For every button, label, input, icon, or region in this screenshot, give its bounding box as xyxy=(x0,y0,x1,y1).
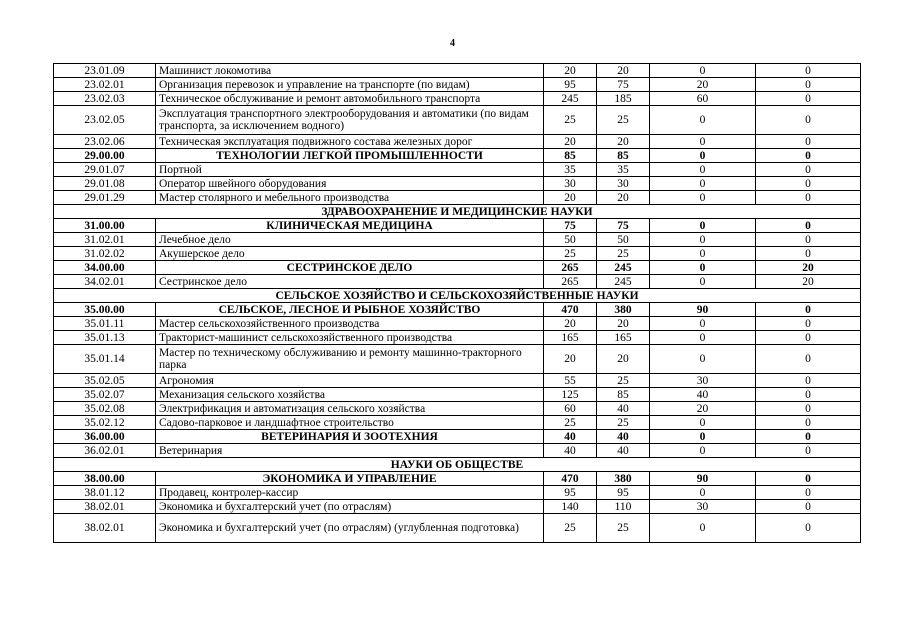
table-row xyxy=(54,92,861,106)
column-3-cell: 0 xyxy=(650,275,756,289)
column-4-cell: 0 xyxy=(756,135,861,149)
total-cell: 20 xyxy=(544,317,597,331)
specialty-name-cell: Портной xyxy=(156,163,544,177)
column-4-cell: 0 xyxy=(756,416,861,430)
column-2-cell: 25 xyxy=(597,416,650,430)
total-cell: 265 xyxy=(544,275,597,289)
specialty-code-cell: 34.00.00 xyxy=(54,261,156,275)
specialty-name-cell: Мастер столярного и мебельного производства xyxy=(156,191,544,205)
column-2-cell: 245 xyxy=(597,275,650,289)
specialty-name-cell: КЛИНИЧЕСКАЯ МЕДИЦИНА xyxy=(156,219,544,233)
table-row xyxy=(54,247,861,261)
section-title: СЕЛЬСКОЕ ХОЗЯЙСТВО И СЕЛЬСКОХОЗЯЙСТВЕННЫЕ НАУКИ xyxy=(54,289,861,303)
group-row xyxy=(54,261,861,275)
column-4-cell: 0 xyxy=(756,402,861,416)
column-3-cell: 0 xyxy=(650,331,756,345)
column-2-cell: 40 xyxy=(597,402,650,416)
group-row xyxy=(54,472,861,486)
column-4-cell: 0 xyxy=(756,500,861,514)
table-row xyxy=(54,163,861,177)
specialty-code-cell: 34.02.01 xyxy=(54,275,156,289)
specialty-code-cell: 38.02.01 xyxy=(54,514,156,543)
column-3-cell: 0 xyxy=(650,106,756,135)
column-4-cell: 0 xyxy=(756,486,861,500)
column-4-cell: 0 xyxy=(756,92,861,106)
specialty-name-cell: ВЕТЕРИНАРИЯ И ЗООТЕХНИЯ xyxy=(156,430,544,444)
specialty-name-cell: Агрономия xyxy=(156,374,544,388)
section-header-row xyxy=(54,458,861,472)
specialty-name-cell: Техническое обслуживание и ремонт автомобильного транспорта xyxy=(156,92,544,106)
column-4-cell: 0 xyxy=(756,78,861,92)
specialty-code-cell: 35.02.12 xyxy=(54,416,156,430)
section-header-row xyxy=(54,205,861,219)
column-4-cell: 0 xyxy=(756,233,861,247)
column-2-cell: 30 xyxy=(597,177,650,191)
column-4-cell: 0 xyxy=(756,219,861,233)
column-3-cell: 0 xyxy=(650,486,756,500)
column-3-cell: 0 xyxy=(650,149,756,163)
specialty-name-cell: Машинист локомотива xyxy=(156,64,544,78)
group-row xyxy=(54,430,861,444)
specialty-name-cell: Садово-парковое и ландшафтное строительство xyxy=(156,416,544,430)
specialty-code-cell: 36.02.01 xyxy=(54,444,156,458)
column-2-cell: 40 xyxy=(597,430,650,444)
specialty-code-cell: 23.02.06 xyxy=(54,135,156,149)
specialty-code-cell: 23.02.05 xyxy=(54,106,156,135)
specialty-code-cell: 36.00.00 xyxy=(54,430,156,444)
group-row xyxy=(54,303,861,317)
column-2-cell: 25 xyxy=(597,106,650,135)
total-cell: 25 xyxy=(544,514,597,543)
specialty-code-cell: 31.02.02 xyxy=(54,247,156,261)
total-cell: 25 xyxy=(544,416,597,430)
column-3-cell: 0 xyxy=(650,177,756,191)
column-4-cell: 0 xyxy=(756,191,861,205)
group-row xyxy=(54,149,861,163)
column-2-cell: 40 xyxy=(597,444,650,458)
total-cell: 165 xyxy=(544,331,597,345)
table-row xyxy=(54,64,861,78)
table-row xyxy=(54,486,861,500)
total-cell: 95 xyxy=(544,78,597,92)
column-2-cell: 75 xyxy=(597,219,650,233)
specialty-name-cell: Электрификация и автоматизация сельского хозяйства xyxy=(156,402,544,416)
total-cell: 30 xyxy=(544,177,597,191)
total-cell: 265 xyxy=(544,261,597,275)
table-row xyxy=(54,416,861,430)
column-2-cell: 25 xyxy=(597,514,650,543)
column-4-cell: 20 xyxy=(756,261,861,275)
column-2-cell: 85 xyxy=(597,149,650,163)
specialty-name-cell: Продавец, контролер-кассир xyxy=(156,486,544,500)
specialty-name-cell: Экономика и бухгалтерский учет (по отраслям) (углубленная подготовка) xyxy=(156,514,544,543)
group-row xyxy=(54,219,861,233)
column-2-cell: 35 xyxy=(597,163,650,177)
total-cell: 40 xyxy=(544,444,597,458)
specialty-code-cell: 35.02.08 xyxy=(54,402,156,416)
page-number: 4 xyxy=(450,38,455,49)
column-2-cell: 185 xyxy=(597,92,650,106)
table-row xyxy=(54,331,861,345)
specialty-code-cell: 38.01.12 xyxy=(54,486,156,500)
column-4-cell: 0 xyxy=(756,514,861,543)
specialty-code-cell: 31.02.01 xyxy=(54,233,156,247)
table-row xyxy=(54,345,861,374)
section-header-row xyxy=(54,289,861,303)
total-cell: 20 xyxy=(544,64,597,78)
specialty-code-cell: 35.02.05 xyxy=(54,374,156,388)
specialty-code-cell: 29.01.08 xyxy=(54,177,156,191)
total-cell: 50 xyxy=(544,233,597,247)
specialty-name-cell: Механизация сельского хозяйства xyxy=(156,388,544,402)
total-cell: 25 xyxy=(544,247,597,261)
total-cell: 20 xyxy=(544,345,597,374)
column-4-cell: 20 xyxy=(756,275,861,289)
column-3-cell: 90 xyxy=(650,303,756,317)
column-3-cell: 0 xyxy=(650,233,756,247)
specialty-code-cell: 38.02.01 xyxy=(54,500,156,514)
table-row xyxy=(54,191,861,205)
column-2-cell: 20 xyxy=(597,135,650,149)
total-cell: 25 xyxy=(544,106,597,135)
total-cell: 125 xyxy=(544,388,597,402)
total-cell: 40 xyxy=(544,430,597,444)
specialty-code-cell: 35.00.00 xyxy=(54,303,156,317)
column-3-cell: 0 xyxy=(650,416,756,430)
column-2-cell: 165 xyxy=(597,331,650,345)
column-3-cell: 0 xyxy=(650,135,756,149)
table-body xyxy=(54,64,861,543)
column-4-cell: 0 xyxy=(756,64,861,78)
column-3-cell: 0 xyxy=(650,261,756,275)
specialty-name-cell: СЕЛЬСКОЕ, ЛЕСНОЕ И РЫБНОЕ ХОЗЯЙСТВО xyxy=(156,303,544,317)
column-3-cell: 0 xyxy=(650,430,756,444)
specialty-name-cell: Техническая эксплуатация подвижного состава железных дорог xyxy=(156,135,544,149)
total-cell: 20 xyxy=(544,191,597,205)
specialty-code-cell: 23.02.03 xyxy=(54,92,156,106)
table-row xyxy=(54,275,861,289)
column-3-cell: 0 xyxy=(650,191,756,205)
total-cell: 95 xyxy=(544,486,597,500)
table-row xyxy=(54,444,861,458)
specialty-code-cell: 35.02.07 xyxy=(54,388,156,402)
specialty-code-cell: 29.00.00 xyxy=(54,149,156,163)
column-3-cell: 40 xyxy=(650,388,756,402)
table-row xyxy=(54,402,861,416)
column-3-cell: 30 xyxy=(650,500,756,514)
table-row xyxy=(54,177,861,191)
total-cell: 245 xyxy=(544,92,597,106)
column-2-cell: 75 xyxy=(597,78,650,92)
table-row xyxy=(54,233,861,247)
total-cell: 55 xyxy=(544,374,597,388)
specialty-name-cell: Лечебное дело xyxy=(156,233,544,247)
column-2-cell: 20 xyxy=(597,191,650,205)
table-row xyxy=(54,514,861,543)
specialty-name-cell: СЕСТРИНСКОЕ ДЕЛО xyxy=(156,261,544,275)
specialty-code-cell: 29.01.29 xyxy=(54,191,156,205)
column-4-cell: 0 xyxy=(756,163,861,177)
column-3-cell: 90 xyxy=(650,472,756,486)
column-2-cell: 25 xyxy=(597,247,650,261)
column-3-cell: 20 xyxy=(650,402,756,416)
specialty-name-cell: Мастер сельскохозяйственного производства xyxy=(156,317,544,331)
column-2-cell: 20 xyxy=(597,64,650,78)
specialty-name-cell: Акушерское дело xyxy=(156,247,544,261)
specialty-name-cell: Сестринское дело xyxy=(156,275,544,289)
specialty-code-cell: 38.00.00 xyxy=(54,472,156,486)
total-cell: 470 xyxy=(544,472,597,486)
column-4-cell: 0 xyxy=(756,177,861,191)
specialty-code-cell: 35.01.13 xyxy=(54,331,156,345)
column-3-cell: 0 xyxy=(650,444,756,458)
column-3-cell: 0 xyxy=(650,345,756,374)
table-row xyxy=(54,78,861,92)
specialty-name-cell: Экономика и бухгалтерский учет (по отраслям) xyxy=(156,500,544,514)
specialty-name-cell: Оператор швейного оборудования xyxy=(156,177,544,191)
column-2-cell: 25 xyxy=(597,374,650,388)
specialty-code-cell: 23.02.01 xyxy=(54,78,156,92)
specialty-code-cell: 35.01.14 xyxy=(54,345,156,374)
column-4-cell: 0 xyxy=(756,247,861,261)
column-3-cell: 60 xyxy=(650,92,756,106)
column-2-cell: 380 xyxy=(597,303,650,317)
total-cell: 140 xyxy=(544,500,597,514)
total-cell: 85 xyxy=(544,149,597,163)
total-cell: 20 xyxy=(544,135,597,149)
section-title: НАУКИ ОБ ОБЩЕСТВЕ xyxy=(54,458,861,472)
column-3-cell: 0 xyxy=(650,247,756,261)
table-row xyxy=(54,500,861,514)
total-cell: 35 xyxy=(544,163,597,177)
specialty-name-cell: Ветеринария xyxy=(156,444,544,458)
total-cell: 470 xyxy=(544,303,597,317)
column-4-cell: 0 xyxy=(756,444,861,458)
specialty-code-cell: 29.01.07 xyxy=(54,163,156,177)
column-4-cell: 0 xyxy=(756,374,861,388)
column-3-cell: 0 xyxy=(650,514,756,543)
column-2-cell: 380 xyxy=(597,472,650,486)
column-3-cell: 0 xyxy=(650,163,756,177)
column-3-cell: 0 xyxy=(650,219,756,233)
column-3-cell: 30 xyxy=(650,374,756,388)
column-2-cell: 245 xyxy=(597,261,650,275)
total-cell: 75 xyxy=(544,219,597,233)
admission-plan-table xyxy=(53,63,861,543)
specialty-name-cell: Мастер по техническому обслуживанию и ремонту машинно-тракторного парка xyxy=(156,345,544,374)
section-title: ЗДРАВООХРАНЕНИЕ И МЕДИЦИНСКИЕ НАУКИ xyxy=(54,205,861,219)
specialty-name-cell: Тракторист-машинист сельскохозяйственного производства xyxy=(156,331,544,345)
column-3-cell: 20 xyxy=(650,78,756,92)
column-4-cell: 0 xyxy=(756,317,861,331)
specialty-code-cell: 23.01.09 xyxy=(54,64,156,78)
column-2-cell: 85 xyxy=(597,388,650,402)
specialty-code-cell: 35.01.11 xyxy=(54,317,156,331)
column-4-cell: 0 xyxy=(756,345,861,374)
column-2-cell: 95 xyxy=(597,486,650,500)
table-row xyxy=(54,135,861,149)
column-4-cell: 0 xyxy=(756,472,861,486)
column-2-cell: 110 xyxy=(597,500,650,514)
specialty-code-cell: 31.00.00 xyxy=(54,219,156,233)
table-row xyxy=(54,317,861,331)
column-2-cell: 50 xyxy=(597,233,650,247)
column-2-cell: 20 xyxy=(597,345,650,374)
column-2-cell: 20 xyxy=(597,317,650,331)
column-4-cell: 0 xyxy=(756,430,861,444)
specialty-name-cell: ЭКОНОМИКА И УПРАВЛЕНИЕ xyxy=(156,472,544,486)
column-4-cell: 0 xyxy=(756,303,861,317)
specialty-name-cell: ТЕХНОЛОГИИ ЛЕГКОЙ ПРОМЫШЛЕННОСТИ xyxy=(156,149,544,163)
total-cell: 60 xyxy=(544,402,597,416)
specialty-name-cell: Эксплуатация транспортного электрооборудования и автоматики (по видам транспорта, за исключением водного) xyxy=(156,106,544,135)
column-4-cell: 0 xyxy=(756,331,861,345)
table-row xyxy=(54,374,861,388)
column-3-cell: 0 xyxy=(650,317,756,331)
specialty-name-cell: Организация перевозок и управление на транспорте (по видам) xyxy=(156,78,544,92)
column-4-cell: 0 xyxy=(756,388,861,402)
table-row xyxy=(54,106,861,135)
column-3-cell: 0 xyxy=(650,64,756,78)
table-row xyxy=(54,388,861,402)
column-4-cell: 0 xyxy=(756,106,861,135)
column-4-cell: 0 xyxy=(756,149,861,163)
